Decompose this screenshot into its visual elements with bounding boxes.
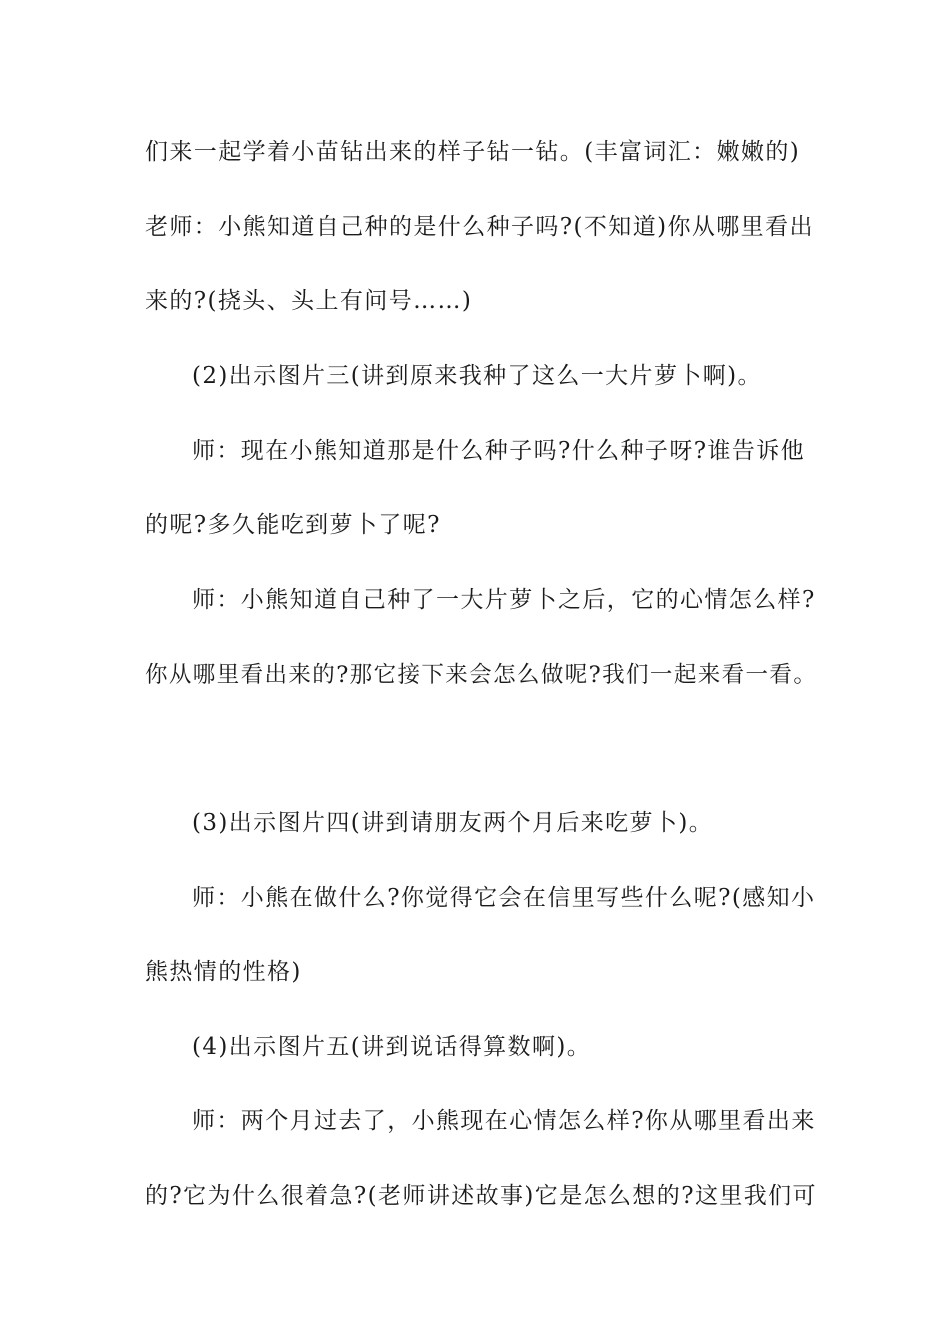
text-line: (3)出示图片四(讲到请朋友两个月后来吃萝卜)。 <box>192 810 714 836</box>
text-line: 们来一起学着小苗钻出来的样子钻一钻。(丰富词汇：嫩嫩的) <box>145 139 801 165</box>
text-line: (2)出示图片三(讲到原来我种了这么一大片萝卜啊)。 <box>192 363 762 389</box>
text-line: 师：两个月过去了，小熊现在心情怎么样?你从哪里看出来 <box>192 1108 816 1134</box>
text-line: 你从哪里看出来的?那它接下来会怎么做呢?我们一起来看一看。 <box>145 662 818 688</box>
text-line: 来的?(挠头、头上有问号……) <box>145 288 473 314</box>
text-line: 老师：小熊知道自己种的是什么种子吗?(不知道)你从哪里看出 <box>145 214 814 240</box>
text-line: (4)出示图片五(讲到说话得算数啊)。 <box>192 1034 592 1060</box>
text-line: 熊热情的性格) <box>145 959 302 985</box>
text-line: 的?它为什么很着急?(老师讲述故事)它是怎么想的?这里我们可 <box>145 1183 817 1209</box>
text-line: 师：小熊知道自己种了一大片萝卜之后，它的心情怎么样? <box>192 587 816 613</box>
text-line: 的呢?多久能吃到萝卜了呢? <box>145 512 441 538</box>
text-line: 师：现在小熊知道那是什么种子吗?什么种子呀?谁告诉他 <box>192 438 806 464</box>
text-line: 师：小熊在做什么?你觉得它会在信里写些什么呢?(感知小 <box>192 885 816 911</box>
